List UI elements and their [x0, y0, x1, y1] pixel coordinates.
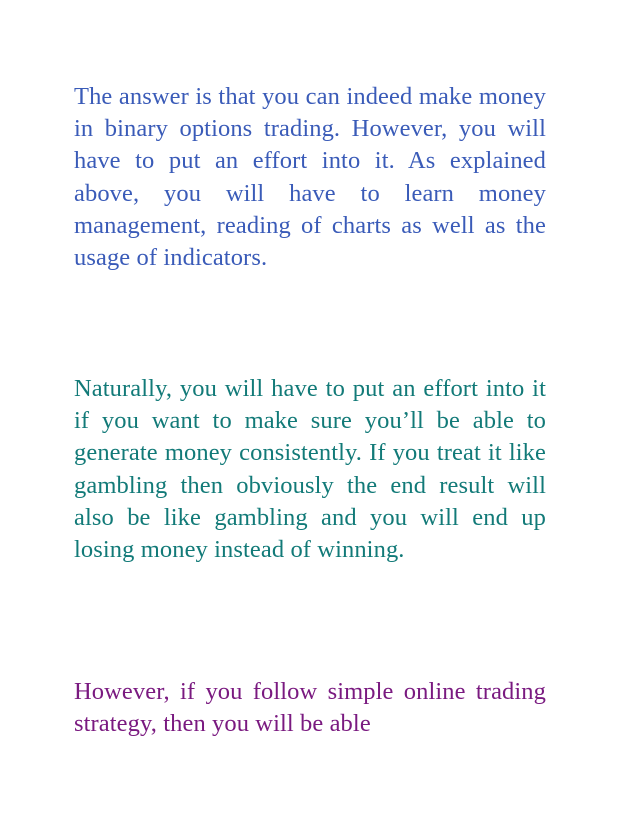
paragraph-naturally-effort: Naturally, you will have to put an effort into it if you want to make sure you’ll be able to generate money consistently. If you treat it like gambling then obviously the end result will also be like gambling and you will end up losing money instead of winning. — [74, 375, 546, 564]
paragraph-binary-options-answer: The answer is that you can indeed make money in binary options trading. However, you will have to put an effort into it. As explained above, you will have to learn money management, reading of charts as well as the usage of indicators. — [74, 83, 546, 272]
paragraph-however-strategy: However, if you follow simple online trading strategy, then you will be able — [74, 678, 546, 738]
